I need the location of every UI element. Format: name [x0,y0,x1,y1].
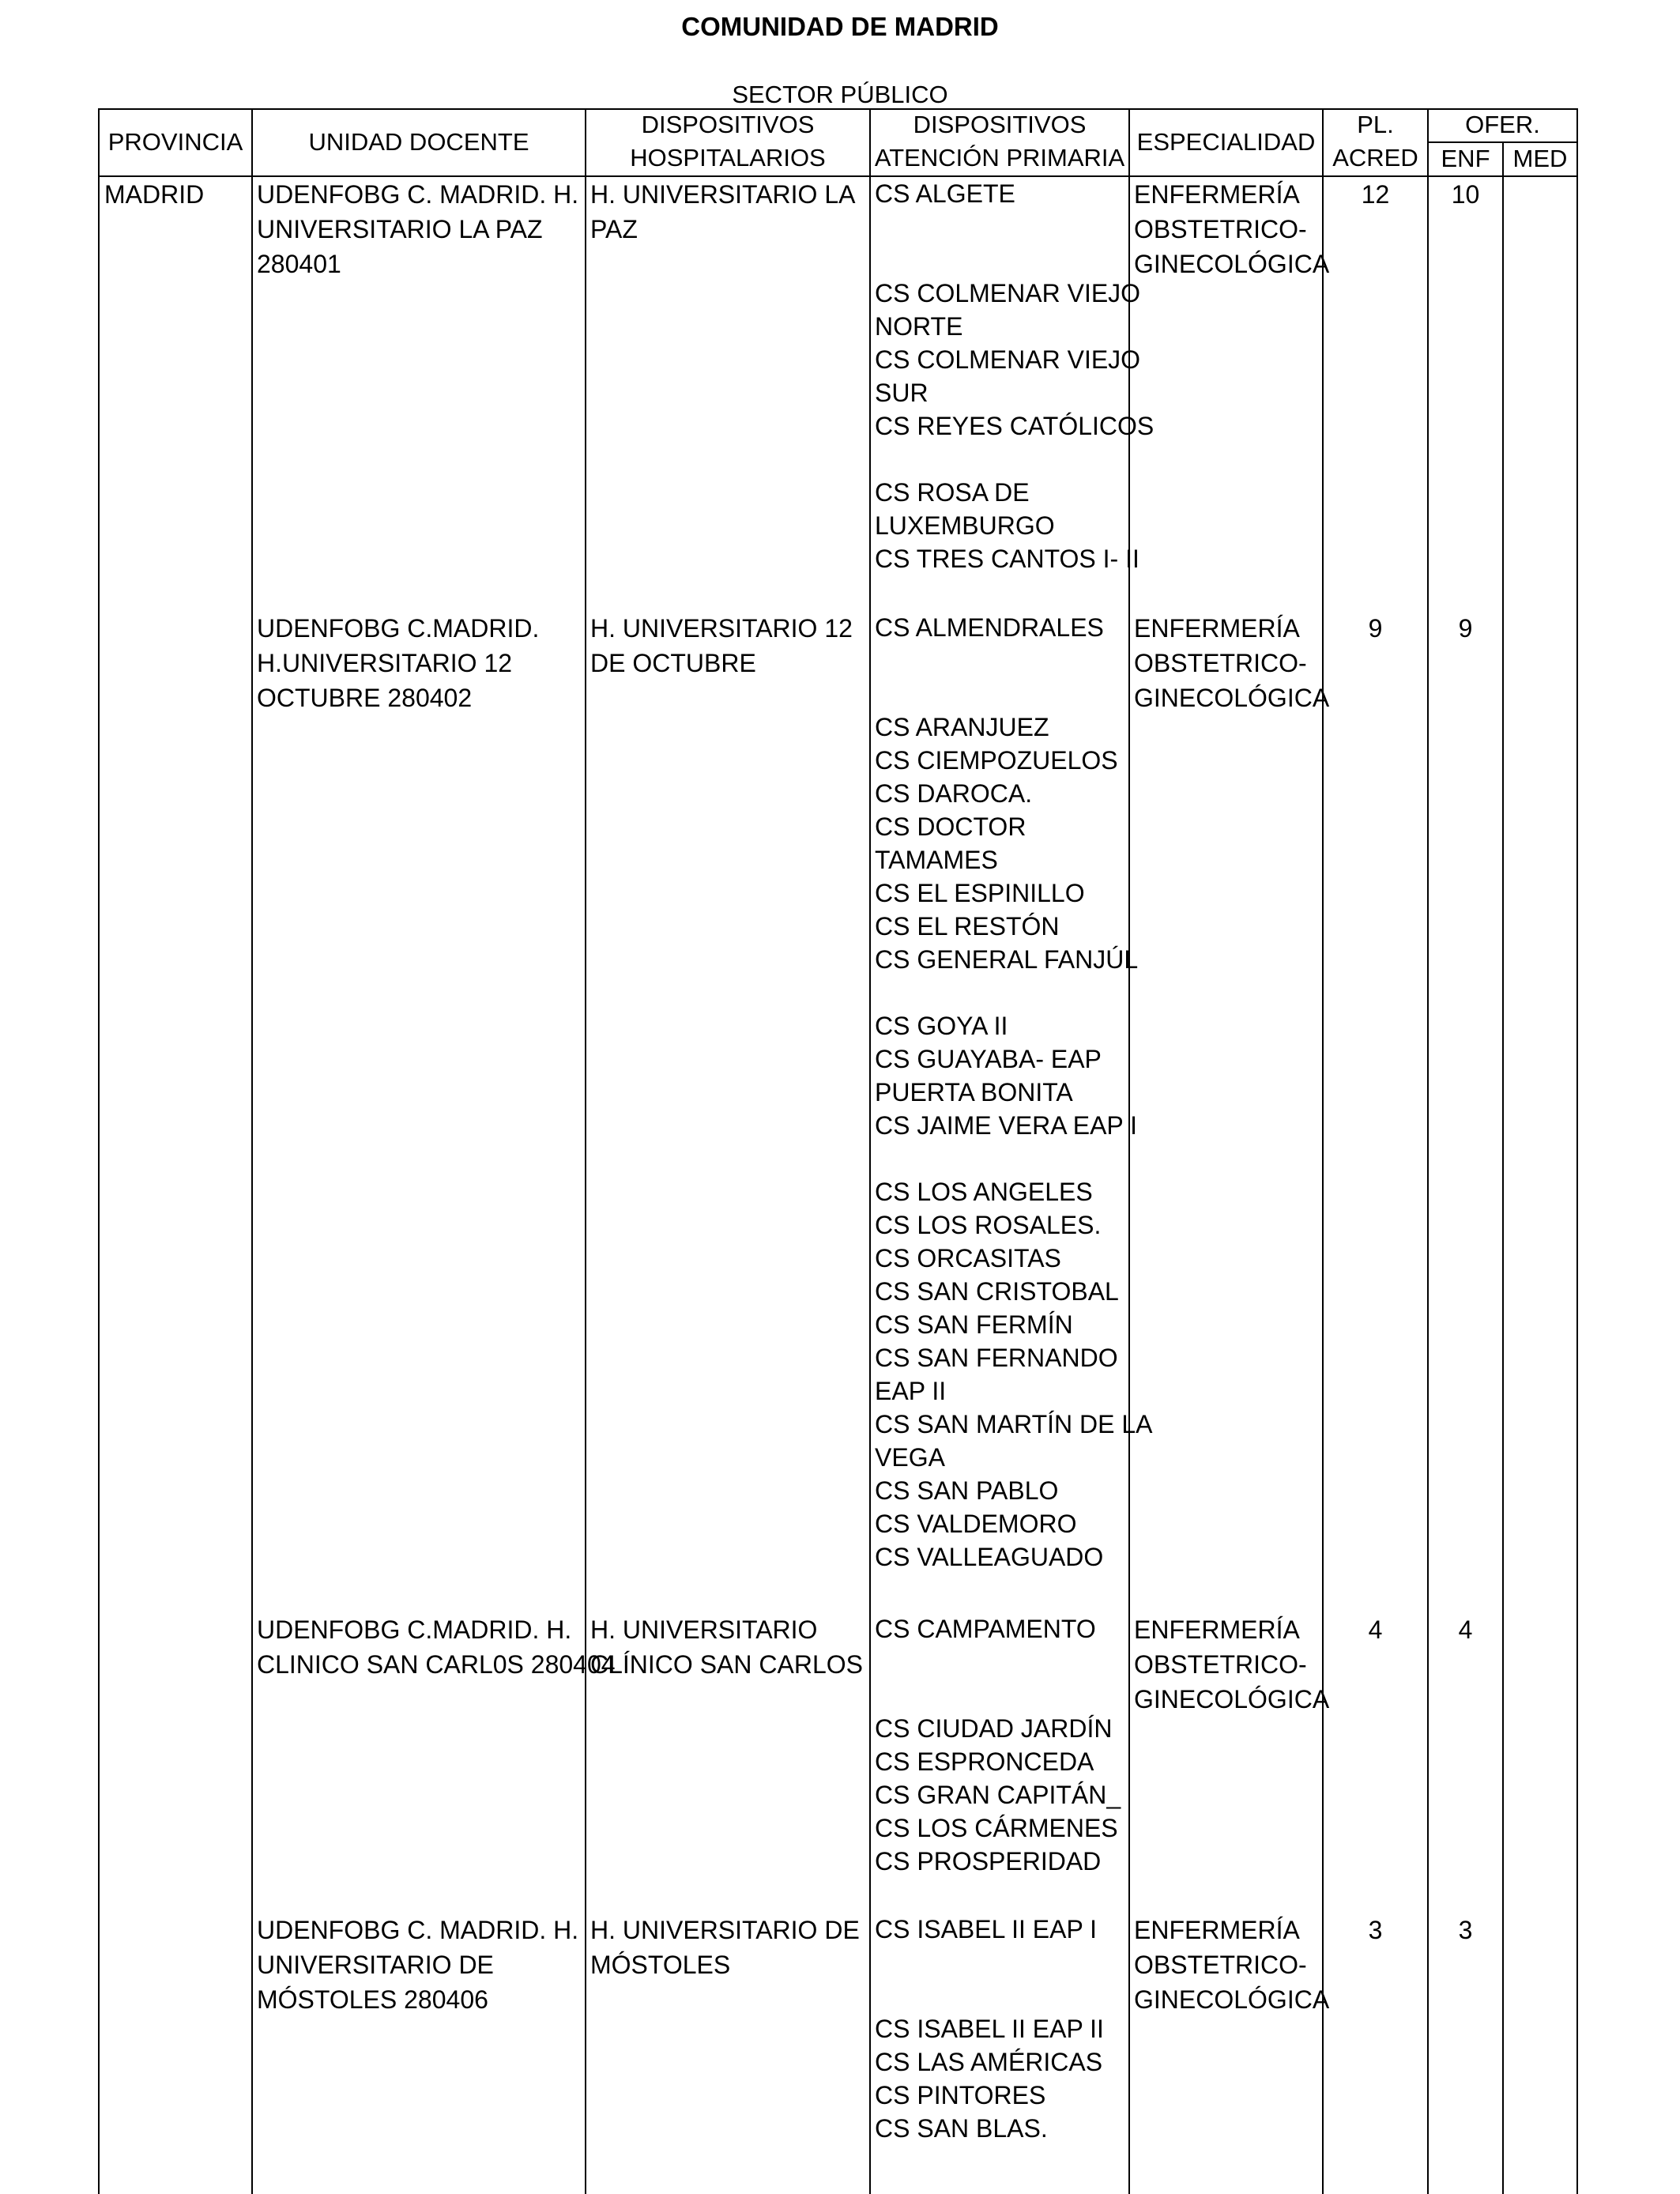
atencion-line: CS DAROCA. [875,779,1033,808]
atencion-line: CS GUAYABA- EAP [875,1045,1102,1073]
col-divider-pl [1322,108,1324,2194]
especialidad-line: GINECOLÓGICA [1134,684,1330,712]
atencion-line: CS GOYA II [875,1012,1008,1040]
atencion-line: CS PROSPERIDAD [875,1847,1102,1875]
atencion-line: CS REYES CATÓLICOS [875,412,1155,440]
especialidad-line: ENFERMERÍA [1134,1916,1300,1944]
atencion-line: CS PINTORES [875,2081,1046,2109]
atencion-line: CS SAN FERNANDO [875,1344,1118,1372]
header-ofer: OFER. [1465,111,1540,138]
especialidad-line: GINECOLÓGICA [1134,250,1330,278]
especialidad-line: OBSTETRICO- [1134,1650,1307,1679]
atencion-line: CS DOCTOR [875,812,1026,841]
header-dispositivos-hospitalarios-line2: HOSPITALARIOS [630,144,826,172]
atencion-spacer [875,1646,1121,1679]
atencion-line: CS TRES CANTOS I- II [875,545,1139,573]
unidad-docente-line: 280401 [257,250,341,278]
atencion-spacer [875,1142,1152,1175]
hospital-line: H. UNIVERSITARIO LA [590,180,856,209]
atencion-line: CS VALLEAGUADO [875,1543,1104,1571]
atencion-spacer [875,210,1154,243]
enf-value: 3 [1458,1916,1473,1944]
especialidad-line: GINECOLÓGICA [1134,1985,1330,2014]
pl-acred-value: 3 [1368,1916,1383,1944]
enf-value: 4 [1458,1615,1473,1644]
atencion-line: CS ALMENDRALES [875,613,1104,642]
atencion-line: VEGA [875,1443,945,1472]
header-unidad-docente: UNIDAD DOCENTE [308,128,529,156]
especialidad-line: GINECOLÓGICA [1134,1685,1330,1713]
especialidad-cell [1134,611,1329,715]
atencion-line: CS LOS ROSALES. [875,1211,1102,1239]
atencion-line: CS GENERAL FANJÚL [875,945,1139,974]
hospital-line: MÓSTOLES [590,1951,731,1979]
hospital-line: H. UNIVERSITARIO 12 [590,614,853,643]
atencion-spacer [875,644,1152,677]
atencion-line: CS GRAN CAPITÁN_ [875,1781,1121,1809]
atencion-line: CS EL RESTÓN [875,912,1060,941]
atencion-line: CS SAN MARTÍN DE LA [875,1410,1153,1438]
unidad-docente-line: OCTUBRE 280402 [257,684,473,712]
atencion-line: CS CIUDAD JARDÍN [875,1714,1113,1743]
especialidad-line: ENFERMERÍA [1134,180,1300,209]
hospital-line: DE OCTUBRE [590,649,756,677]
hospital-cell [590,1612,863,1682]
unidad-docente-line: UDENFOBG C. MADRID. H. [257,1916,579,1944]
especialidad-cell [1134,1612,1329,1717]
col-divider-hospital [585,108,586,2194]
atencion-line: CS VALDEMORO [875,1510,1077,1538]
atencion-spacer [875,443,1154,476]
hospital-line: PAZ [590,215,638,243]
table-left-border [98,108,100,2194]
especialidad-line: ENFERMERÍA [1134,614,1300,643]
especialidad-line: ENFERMERÍA [1134,1615,1300,1644]
enf-value: 9 [1458,614,1473,643]
col-divider-ofer [1427,108,1429,2194]
atencion-line: CS JAIME VERA EAP I [875,1111,1137,1140]
atencion-line: SUR [875,379,929,407]
unidad-docente-line: UNIVERSITARIO DE [257,1951,494,1979]
hospital-cell [590,177,855,247]
atencion-spacer [875,677,1152,711]
pl-acred-value: 4 [1368,1615,1383,1644]
especialidad-line: OBSTETRICO- [1134,1951,1307,1979]
unidad-docente-line: CLINICO SAN CARL0S 280404 [257,1650,616,1679]
unidad-docente-line: UDENFOBG C.MADRID. H. [257,1615,572,1644]
unidad-docente-cell [257,611,539,715]
unidad-docente-cell [257,177,578,281]
atencion-line: NORTE [875,312,963,341]
col-divider-unidad [251,108,253,2194]
header-dispositivos-hospitalarios [586,108,869,175]
atencion-line: CS LAS AMÉRICAS [875,2048,1103,2076]
atencion-line: CS CAMPAMENTO [875,1615,1096,1643]
atencion-spacer [875,976,1152,1009]
header-especialidad: ESPECIALIDAD [1136,128,1316,156]
atencion-line: CS EL ESPINILLO [875,879,1085,907]
unidad-docente-line: UDENFOBG C. MADRID. H. [257,180,579,209]
pl-acred-value: 9 [1368,614,1383,643]
atencion-line: CS COLMENAR VIEJO [875,279,1141,307]
atencion-line: CS COLMENAR VIEJO [875,345,1141,374]
atencion-spacer [875,1979,1104,2012]
especialidad-cell [1134,177,1329,281]
atencion-line: CS CIEMPOZUELOS [875,746,1118,775]
sector-label: SECTOR PÚBLICO [732,81,948,108]
atencion-line: CS SAN CRISTOBAL [875,1277,1119,1306]
atencion-primaria-cell [875,177,1154,575]
header-pl-line1: PL. [1357,111,1394,138]
atencion-line: TAMAMES [875,846,998,874]
atencion-line: CS LOS CÁRMENES [875,1814,1118,1842]
atencion-line: EAP II [875,1377,947,1405]
header-med: MED [1512,145,1568,172]
atencion-line: CS ROSA DE [875,478,1030,507]
atencion-primaria-cell [875,1612,1121,1878]
unidad-docente-line: UDENFOBG C.MADRID. [257,614,540,643]
unidad-docente-line: H.UNIVERSITARIO 12 [257,649,513,677]
atencion-line: CS ARANJUEZ [875,713,1049,741]
atencion-line: CS LOS ANGELES [875,1178,1093,1206]
especialidad-line: OBSTETRICO- [1134,649,1307,677]
header-dispositivos-atencion-line1: DISPOSITIVOS [913,111,1087,138]
page-title: COMUNIDAD DE MADRID [681,12,999,41]
atencion-line: CS ESPRONCEDA [875,1747,1094,1776]
hospital-line: H. UNIVERSITARIO DE [590,1916,860,1944]
atencion-spacer [875,243,1154,277]
especialidad-cell [1134,1913,1329,2017]
atencion-line: CS ORCASITAS [875,1244,1061,1272]
unidad-docente-cell [257,1612,616,1682]
table-right-border [1576,108,1578,2194]
atencion-line: CS SAN PABLO [875,1476,1059,1505]
atencion-line: CS SAN FERMÍN [875,1310,1073,1339]
header-dispositivos-atencion-line2: ATENCIÓN PRIMARIA [874,144,1125,172]
pl-acred-value: 12 [1361,180,1390,209]
unidad-docente-line: UNIVERSITARIO LA PAZ [257,215,543,243]
atencion-line: CS ISABEL II EAP II [875,2015,1104,2043]
hospital-cell [590,1913,860,1982]
especialidad-line: OBSTETRICO- [1134,215,1307,243]
atencion-primaria-cell [875,611,1152,1574]
provincia-value: MADRID [104,180,205,209]
atencion-line: CS ISABEL II EAP I [875,1915,1098,1943]
hospital-line: H. UNIVERSITARIO [590,1615,818,1644]
unidad-docente-cell [257,1913,578,2017]
header-provincia: PROVINCIA [107,128,243,156]
col-divider-atencion [869,108,871,2194]
atencion-spacer [875,1679,1121,1712]
atencion-line: CS ALGETE [875,179,1015,208]
unidad-docente-line: MÓSTOLES 280406 [257,1985,488,2014]
hospital-line: CLÍNICO SAN CARLOS [590,1650,863,1679]
header-pl-line2: ACRED [1332,144,1418,172]
header-dispositivos-hospitalarios-line1: DISPOSITIVOS [641,111,815,138]
atencion-line: PUERTA BONITA [875,1078,1073,1106]
col-divider-enf-med [1502,141,1504,2194]
atencion-spacer [875,1946,1104,1979]
atencion-primaria-cell [875,1913,1104,2145]
header-enf: ENF [1441,145,1490,172]
hospital-cell [590,611,853,680]
atencion-line: CS SAN BLAS. [875,2114,1048,2143]
header-dispositivos-atencion-primaria [871,108,1128,175]
enf-value: 10 [1451,180,1480,209]
atencion-line: LUXEMBURGO [875,511,1055,540]
header-pl-acred [1324,108,1427,175]
